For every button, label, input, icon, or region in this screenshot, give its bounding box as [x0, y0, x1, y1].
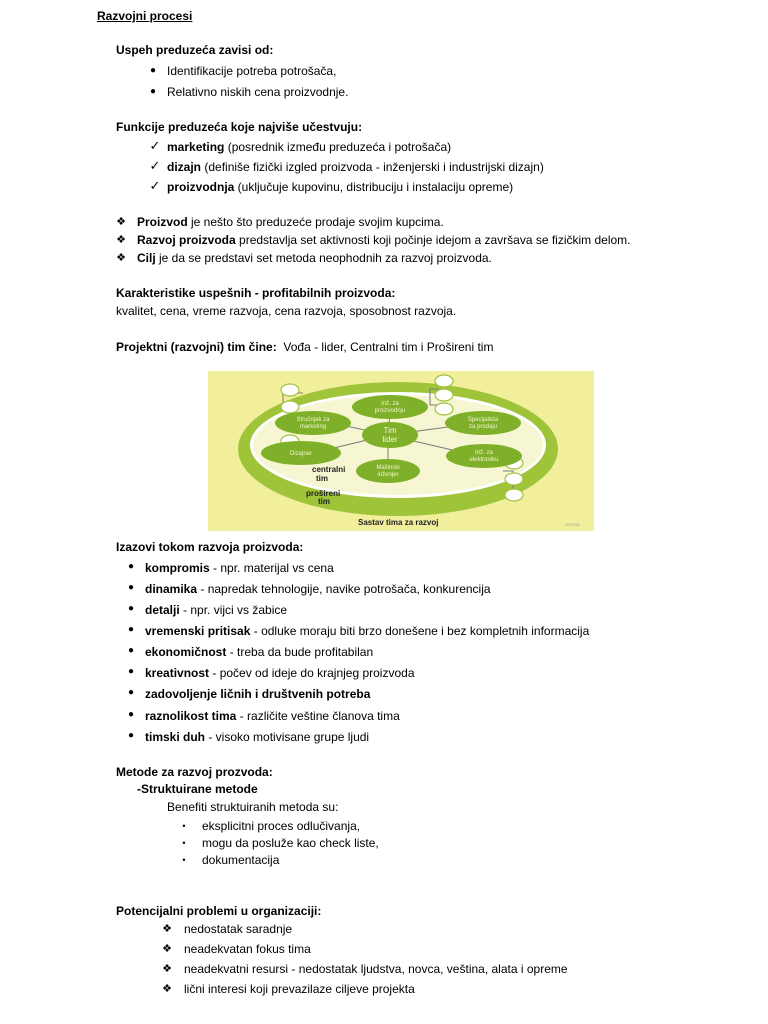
list-item: raznolikost tima - različite veštine članova tima: [145, 709, 400, 723]
diamond-bullet-icon: ❖: [116, 252, 126, 264]
list-item: eksplicitni proces odlučivanja,: [202, 819, 361, 833]
bullet-icon: •: [182, 855, 186, 865]
section-heading-metode: Metode za razvoj prozvoda:: [116, 765, 273, 779]
list-item: Relativno niskih cena proizvodnje.: [167, 85, 349, 99]
central-team-label: tim: [316, 474, 328, 483]
diamond-bullet-icon: ❖: [116, 234, 126, 246]
section-heading-funkcije: Funkcije preduzeća koje najviše učestvuju:: [116, 120, 363, 134]
list-item: lični interesi koji prevazilaze ciljeve projekta: [184, 982, 415, 996]
paragraph: kvalitet, cena, vreme razvoja, cena razvoja, sposobnost razvoja.: [116, 304, 457, 318]
node-label: Specijalista: [467, 417, 499, 423]
list-item: dokumentacija: [202, 853, 280, 867]
diagram-mark: 2007/08: [565, 522, 580, 527]
node-label: marketing: [299, 424, 327, 430]
member-circle-icon: [281, 401, 299, 413]
list-item: dinamika - napredak tehnologije, navike potrošača, konkurencija: [145, 582, 491, 596]
list-item: Identifikacije potreba potrošača,: [167, 64, 337, 78]
node-label: Mašinski: [376, 465, 400, 471]
list-item: proizvodnja (uključuje kupovinu, distribuciju i instalaciju opreme): [167, 180, 514, 194]
member-circle-icon: [435, 375, 453, 387]
list-item: kreativnost - počev od ideje do krajnjeg proizvoda: [145, 666, 415, 680]
node-label: elektroniku: [469, 457, 499, 463]
bullet-icon: ●: [127, 709, 135, 720]
bullet-icon: ●: [127, 561, 135, 572]
section-heading-problemi: Potencijalni problemi u organizaciji:: [116, 904, 322, 918]
tim-line: Projektni (razvojni) tim čine: Vođa - lider, Centralni tim i Prošireni tim: [116, 340, 494, 354]
node-elektronika: [446, 444, 522, 468]
bullet-icon: ●: [127, 582, 135, 593]
section-heading-karakteristike: Karakteristike uspešnih - profitabilnih proizvoda:: [116, 286, 396, 300]
list-item: Razvoj proizvoda predstavlja set aktivnosti koji počinje idejom a završava se fizičkim delom.: [137, 233, 631, 247]
diagram-caption: Sastav tima za razvoj: [358, 518, 439, 527]
bullet-icon: •: [182, 838, 186, 848]
node-label: inženjer: [377, 472, 399, 478]
extended-team-label: tim: [318, 497, 330, 506]
list-item: dizajn (definiše fizički izgled proizvoda - inženjerski i industrijski dizajn): [167, 160, 544, 174]
checkmark-icon: ✓: [149, 178, 161, 193]
section-heading-izazovi: Izazovi tokom razvoja proizvoda:: [116, 540, 304, 554]
team-diagram: [208, 371, 594, 531]
node-masinski: [356, 459, 420, 483]
bullet-icon: ●: [127, 666, 135, 677]
bullet-icon: ●: [127, 645, 135, 656]
list-item: marketing (posrednik između preduzeća i potrošača): [167, 140, 452, 154]
member-circle-icon: [505, 473, 523, 485]
paragraph: Benefiti struktuiranih metoda su:: [167, 800, 339, 814]
list-item: Proizvod je nešto što preduzeće prodaje svojim kupcima.: [137, 215, 444, 229]
center-label: Tim: [383, 426, 397, 435]
node-label: Inž. za: [475, 450, 493, 456]
bullet-icon: ●: [149, 65, 157, 76]
diamond-bullet-icon: ❖: [162, 983, 172, 995]
list-item: kompromis - npr. materijal vs cena: [145, 561, 334, 575]
node-inz-proizvodnja: [352, 395, 428, 419]
bullet-icon: ●: [127, 730, 135, 741]
list-item: zadovoljenje ličnih i društvenih potreba: [145, 687, 371, 701]
member-circle-icon: [435, 403, 453, 415]
bullet-icon: ●: [127, 687, 135, 698]
node-label: Dizajner: [289, 451, 313, 457]
node-label: Stručnjak za: [296, 417, 330, 423]
extended-team-label: prošireni: [306, 489, 341, 498]
subheading-struktuirane: -Struktuirane metode: [137, 782, 258, 796]
checkmark-icon: ✓: [149, 138, 161, 153]
list-item: timski duh - visoko motivisane grupe ljudi: [145, 730, 370, 744]
member-circle-icon: [281, 384, 299, 396]
diamond-bullet-icon: ❖: [162, 943, 172, 955]
node-prodaja: [445, 411, 521, 435]
node-label: proizvodnju: [374, 408, 406, 414]
list-item: ekonomičnost - treba da bude profitabilan: [145, 645, 374, 659]
node-marketing: [275, 411, 351, 435]
page-title: Razvojni procesi: [97, 9, 193, 23]
diamond-bullet-icon: ❖: [116, 216, 126, 228]
central-team-label: centralni: [312, 465, 346, 474]
node-label: za prodaju: [468, 424, 498, 430]
list-item: mogu da posluže kao check liste,: [202, 836, 379, 850]
checkmark-icon: ✓: [149, 158, 161, 173]
bullet-icon: ●: [127, 603, 135, 614]
center-label: lider: [382, 435, 398, 444]
list-item: neadekvatni resursi - nedostatak ljudstva, novca, veština, alata i opreme: [184, 962, 568, 976]
section-heading-uspeh: Uspeh preduzeća zavisi od:: [116, 43, 274, 57]
member-circle-icon: [435, 389, 453, 401]
member-circle-icon: [505, 489, 523, 501]
node-label: Inž. za: [381, 401, 399, 407]
list-item: vremenski pritisak - odluke moraju biti brzo donešene i bez kompletnih informacija: [145, 624, 590, 638]
diamond-bullet-icon: ❖: [162, 963, 172, 975]
list-item: Cilj je da se predstavi set metoda neophodnih za razvoj proizvoda.: [137, 251, 492, 265]
list-item: nedostatak saradnje: [184, 922, 293, 936]
diamond-bullet-icon: ❖: [162, 923, 172, 935]
list-item: detalji - npr. vijci vs žabice: [145, 603, 288, 617]
bullet-icon: •: [182, 821, 186, 831]
bullet-icon: ●: [149, 86, 157, 97]
bullet-icon: ●: [127, 624, 135, 635]
list-item: neadekvatan fokus tima: [184, 942, 311, 956]
